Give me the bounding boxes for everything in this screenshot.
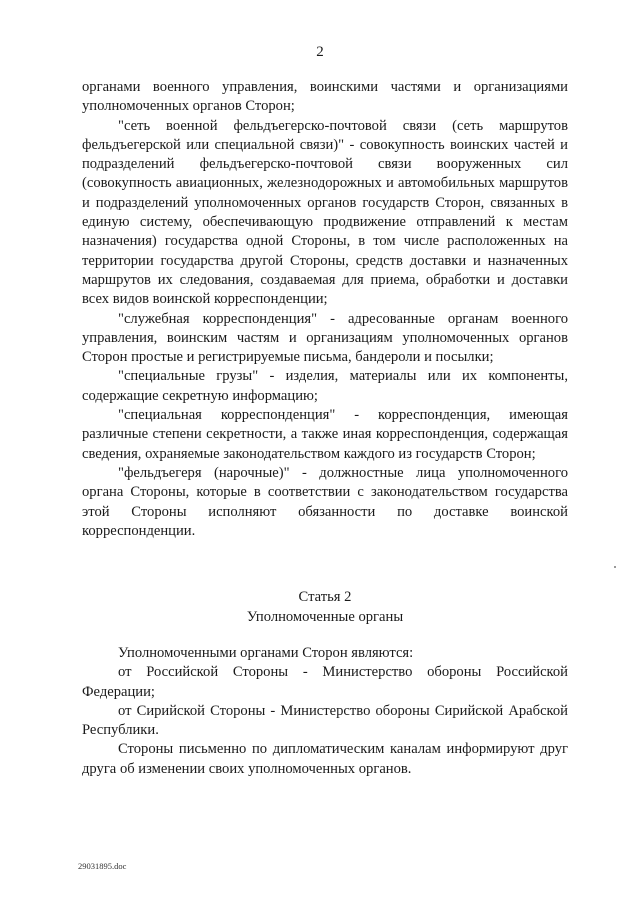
article-title: Уполномоченные органы bbox=[246, 609, 404, 625]
paragraph: "сеть военной фельдъегерско-почтовой связи (сеть маршрутов фельдъегерской или специальной связи)" - совокупность воинских частей и подразделений фельдъегерско-почтовой связи вооруженных сил (совокупность авиационных, железнодорожных и автомобильных маршрутов и подразделений уполномоченных органов государств Сторон, связанных в единую систему, обеспечивающую продвижение отправлений к местам назначения) государства одной Стороны, в том числе расположенных на территории государства другой Стороны, средств доставки и назначенных маршрутов их следования, создаваемая для приема, обработки и доставки всех видов воинской корреспонденции; bbox=[82, 117, 568, 308]
paragraph: "служебная корреспонденция" - адресованные органам военного управления, воинским частям и организациям уполномоченных органов Сторон простые и регистрируемые письма, бандероли и посылки; bbox=[82, 310, 568, 366]
definitions-section bbox=[82, 78, 568, 541]
paragraph: "специальные грузы" - изделия, материалы или их компоненты, содержащие секретную информацию; bbox=[82, 368, 568, 404]
page-number: 2 bbox=[316, 44, 324, 60]
file-label: 29031895.doc bbox=[78, 861, 127, 871]
article-heading bbox=[82, 587, 568, 627]
paragraph: Уполномоченными органами Сторон являются: bbox=[118, 645, 414, 661]
paragraph: "фельдъегеря (нарочные)" - должностные лица уполномоченного органа Стороны, которые в соответствии с законодательством государства этой Стороны исполняют обязанности по доставке воинской корреспонденции. bbox=[82, 464, 568, 539]
paragraph: от Российской Стороны - Министерство обороны Российской Федерации; bbox=[82, 664, 568, 700]
paragraph: органами военного управления, воинскими частями и организациями уполномоченных органов Сторон; bbox=[82, 79, 568, 115]
paragraph: "специальная корреспонденция" - корреспонденция, имеющая различные степени секретности, а также иная корреспонденция, содержащая сведения, охраняемые законодательством каждого из государств Сторон; bbox=[82, 407, 568, 462]
scan-speck bbox=[614, 566, 616, 568]
paragraph: Стороны письменно по дипломатическим каналам информируют друг друга об изменении своих уполномоченных органов. bbox=[82, 741, 568, 777]
article-number: Статья 2 bbox=[298, 589, 352, 605]
article-body bbox=[82, 644, 568, 779]
paragraph: от Сирийской Стороны - Министерство обороны Сирийской Арабской Республики. bbox=[82, 702, 568, 739]
